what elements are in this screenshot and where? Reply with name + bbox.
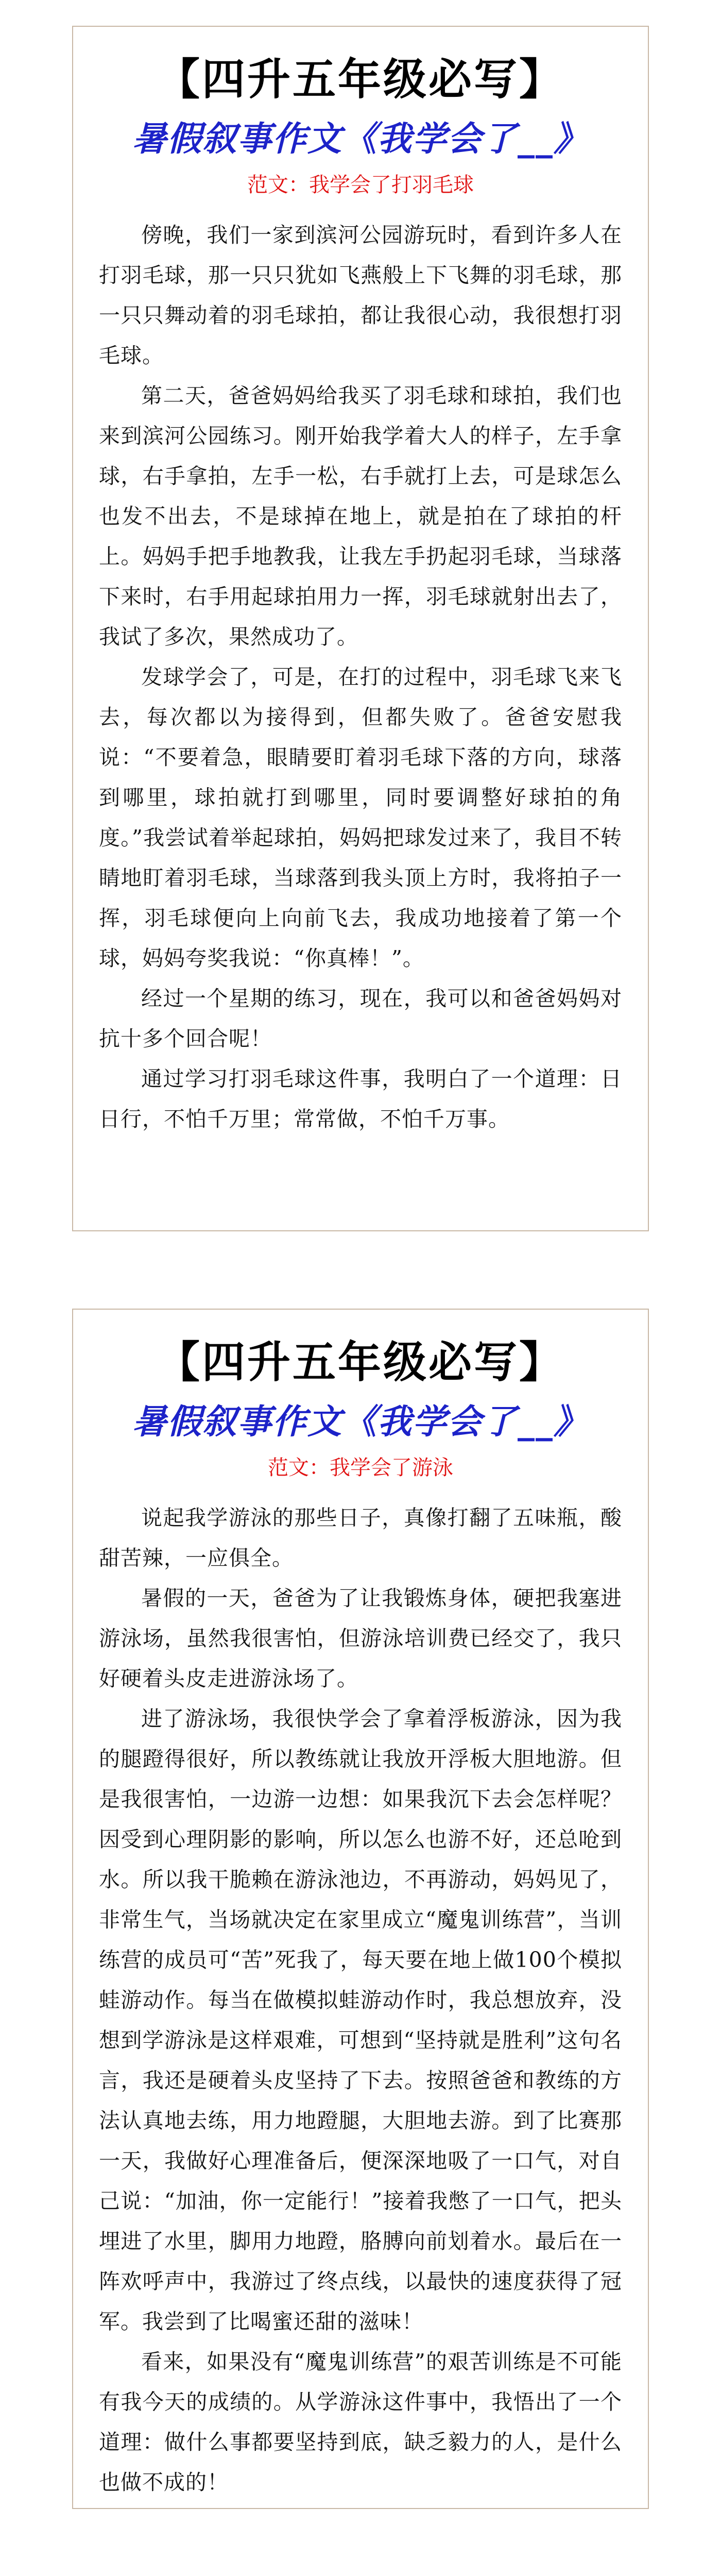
grade-heading: 【四升五年级必写】: [156, 1337, 564, 1387]
essay-paragraph: 发球学会了，可是，在打的过程中，羽毛球飞来飞去，每次都以为接得到，但都失败了。爸爸安慰我说：“不要着急，眼睛要盯着羽毛球下落的方向，球落到哪里，球拍就打到哪里，同时要调整好球拍的角度。”我尝试着举起球拍，妈妈把球发过来了，我目不转睛地盯着羽毛球，当球落到我头顶上方时，我将拍子一挥，羽毛球便向上向前飞去，我成功地接着了第一个球，妈妈夸奖我说：“你真棒！”。: [99, 664, 622, 971]
essay-paragraph: 说起我学游泳的那些日子，真像打翻了五味瓶，酸甜苦辣，一应俱全。: [99, 1505, 622, 1570]
essay-subtitle: 暑假叙事作文《我学会了__》: [132, 1401, 589, 1442]
essay-card-2: [72, 1309, 649, 2509]
sample-essay-title: 范文：我学会了游泳: [268, 1455, 453, 1480]
essay-paragraph: 进了游泳场，我很快学会了拿着浮板游泳，因为我的腿蹬得很好，所以教练就让我放开浮板大胆地游。但是我很害怕，一边游一边想：如果我沉下去会怎样呢？因受到心理阴影的影响，所以怎么也游不好，还总呛到水。所以我干脆赖在游泳池边，不再游动，妈妈见了，非常生气，当场就决定在家里成立“魔鬼训练营”，当训练营的成员可“苦”死我了，每天要在地上做100个模拟蛙游动作。每当在做模拟蛙游动作时，我总想放弃，没想到学游泳是这样艰难，可想到“坚持就是胜利”这句名言，我还是硬着头皮坚持了下去。按照爸爸和教练的方法认真地去练，用力地蹬腿，大胆地去游。到了比赛那一天，我做好心理准备后，便深深地吸了一口气，对自己说：“加油，你一定能行！”接着我憋了一口气，把头埋进了水里，脚用力地蹬，胳膊向前划着水。最后在一阵欢呼声中，我游过了终点线，以最快的速度获得了冠军。我尝到了比喝蜜还甜的滋味！: [99, 1706, 622, 2334]
essay-paragraph: 傍晚，我们一家到滨河公园游玩时，看到许多人在打羽毛球，那一只只犹如飞燕般上下飞舞的羽毛球，那一只只舞动着的羽毛球拍，都让我很心动，我很想打羽毛球。: [99, 222, 622, 368]
essay-paragraph: 看来，如果没有“魔鬼训练营”的艰苦训练是不可能有我今天的成绩的。从学游泳这件事中，我悟出了一个道理：做什么事都要坚持到底，缺乏毅力的人，是什么也做不成的！: [99, 2349, 622, 2495]
essay-paragraph: 第二天，爸爸妈妈给我买了羽毛球和球拍，我们也来到滨河公园练习。刚开始我学着大人的样子，左手拿球，右手拿拍，左手一松，右手就打上去，可是球怎么也发不出去，不是球掉在地上，就是拍在了球拍的杆上。妈妈手把手地教我，让我左手扔起羽毛球，当球落下来时，右手用起球拍用力一挥，羽毛球就射出去了，我试了多次，果然成功了。: [99, 383, 622, 649]
sample-essay-title: 范文：我学会了打羽毛球: [247, 173, 474, 197]
grade-heading: 【四升五年级必写】: [156, 54, 564, 105]
essay-paragraph: 暑假的一天，爸爸为了让我锻炼身体，硬把我塞进游泳场，虽然我很害怕，但游泳培训费已经交了，我只好硬着头皮走进游泳场了。: [99, 1585, 622, 1691]
essay-subtitle: 暑假叙事作文《我学会了__》: [132, 118, 589, 159]
essay-paragraph: 经过一个星期的练习，现在，我可以和爸爸妈妈对抗十多个回合呢！: [99, 986, 622, 1051]
essay-paragraph: 通过学习打羽毛球这件事，我明白了一个道理：日日行，不怕千万里；常常做，不怕千万事。: [99, 1066, 622, 1131]
essay-card-1: [72, 26, 649, 1231]
